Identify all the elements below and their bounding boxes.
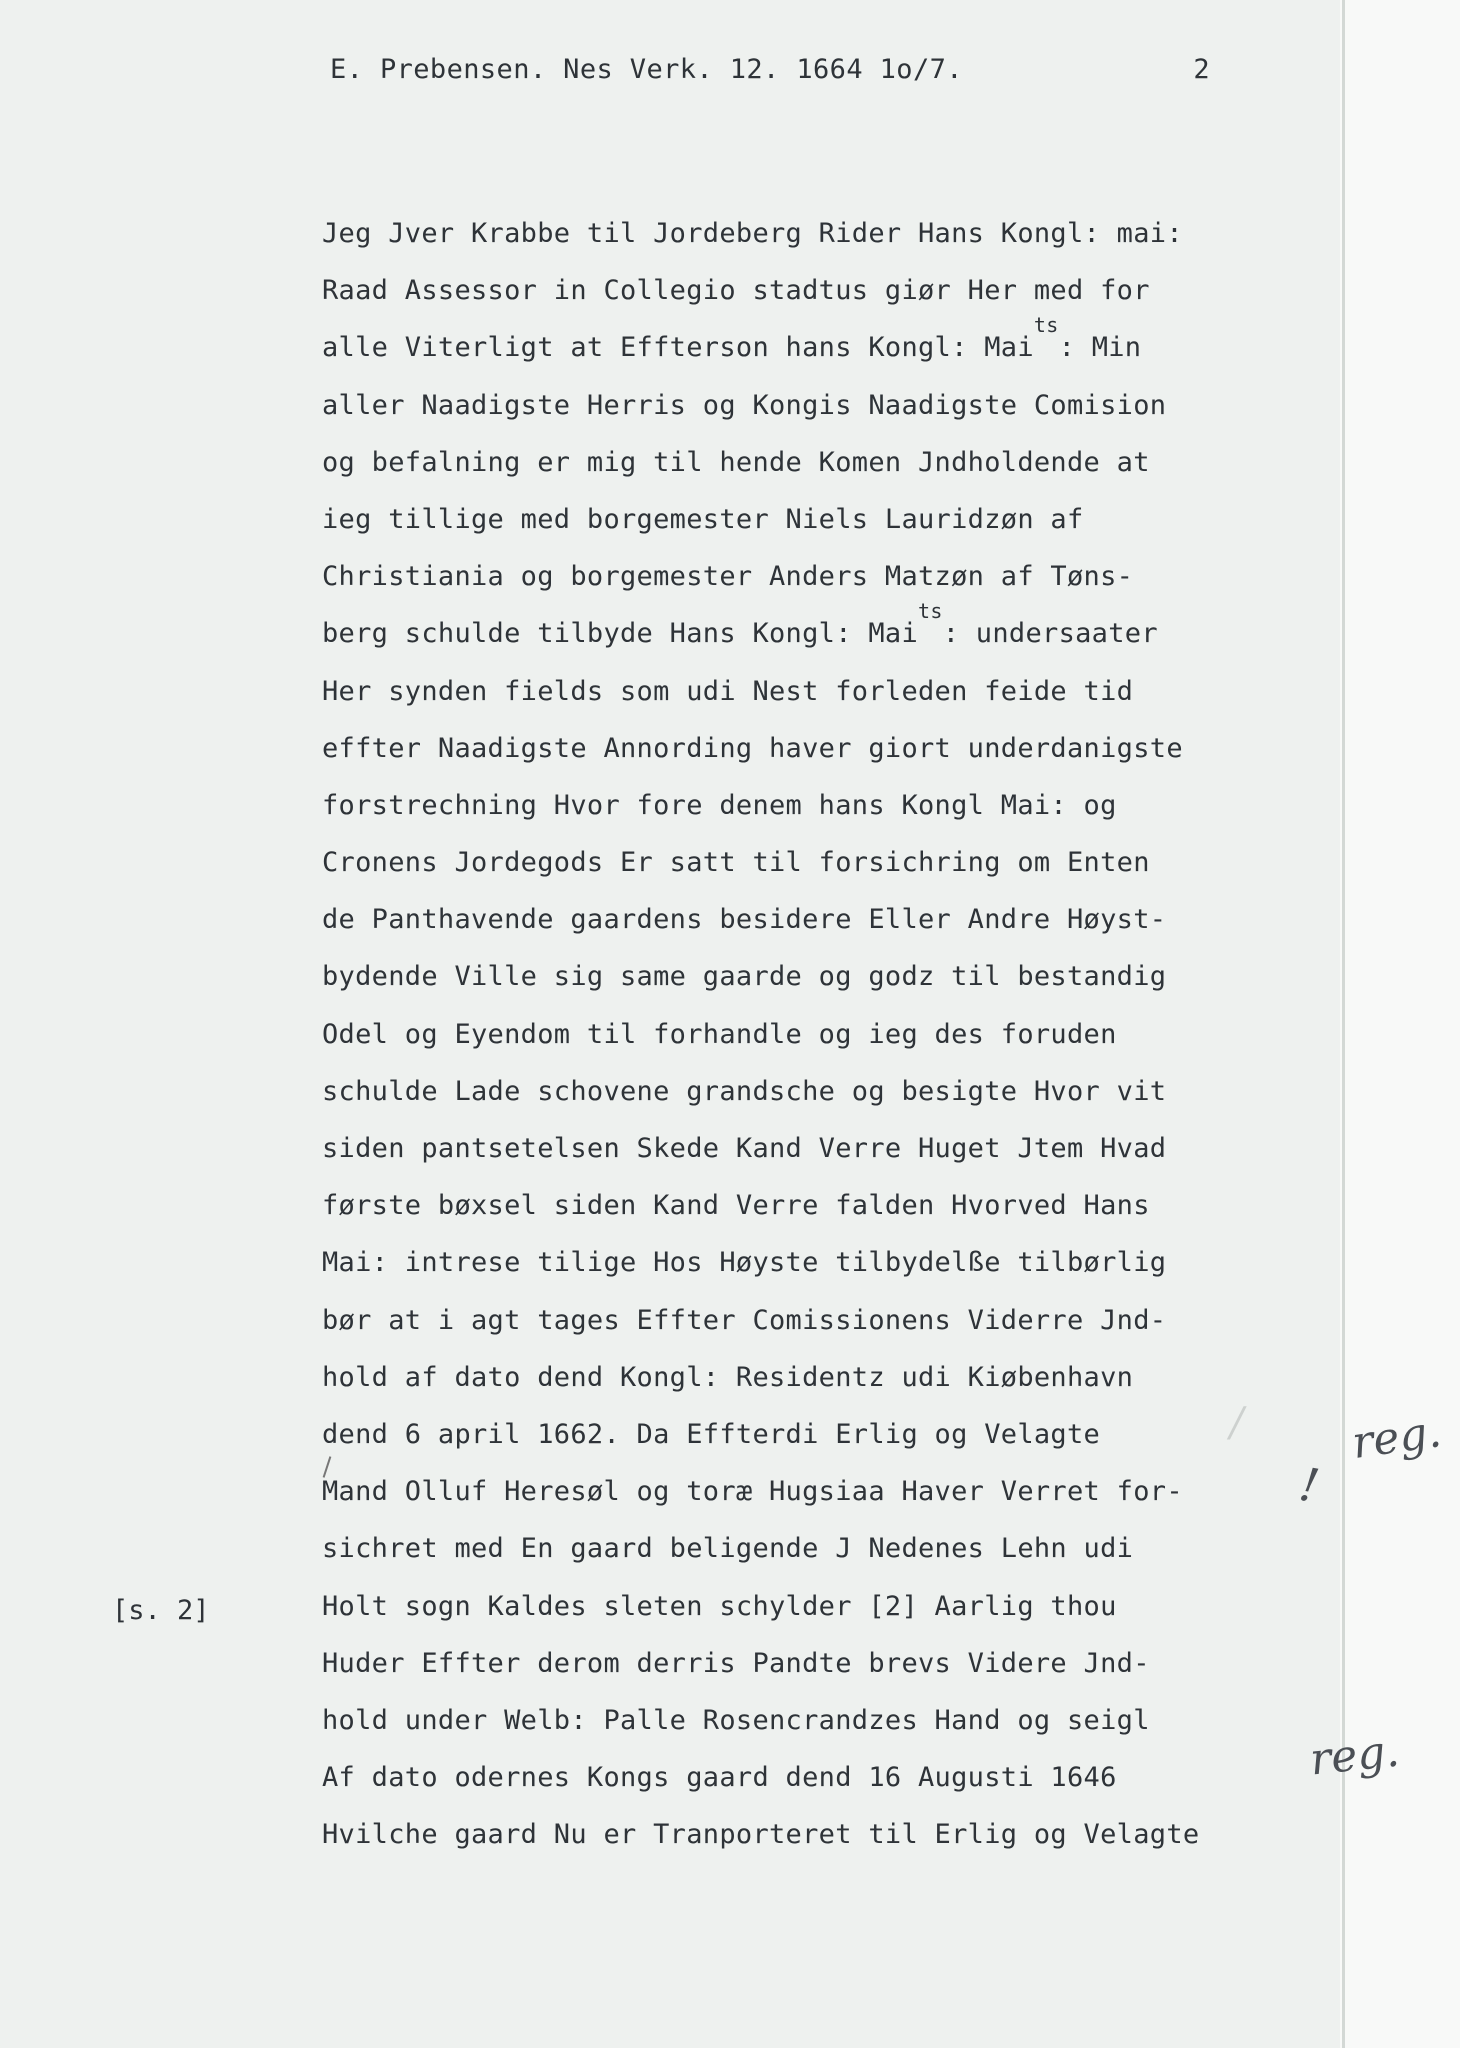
text-line: og befalning er mig til hende Komen Jndholdende at [322,446,1150,478]
text-line: Jeg Jver Krabbe til Jordeberg Rider Hans Kongl: mai: [322,218,1183,249]
page-header [330,54,1210,94]
text-line: aller Naadigste Herris og Kongis Naadigste Comision [322,389,1167,421]
text-line: Raad Assessor in Collegio stadtus giør Her med for [322,275,1150,307]
text-line: Af dato odernes Kongs gaard dend 16 Augusti 1646 [322,1762,1117,1794]
text-line: første bøxsel siden Kand Verre falden Hvorved Hans [322,1190,1150,1222]
text-line: Christiania og borgemester Anders Matzøn af Tøns- [322,561,1134,593]
text-line-part: : undersaater [942,618,1158,650]
text-line: Odel og Eyendom til forhandle og ieg des foruden [322,1018,1117,1050]
text-line [322,599,1222,662]
text-line [322,313,1222,376]
text-line: de Panthavende gaardens besidere Eller Andre Høyst- [322,904,1167,936]
text-line-part: alle Viterligt at Effterson hans Kongl: Mai [322,332,1034,364]
superscript-abbreviation: ts [1033,313,1059,338]
text-line: Mand Olluf Heresøl og toræ Hugsiaa Haver Verret for- [322,1476,1183,1508]
text-line: siden pantsetelsen Skede Kand Verre Huget Jtem Hvad [322,1133,1167,1164]
text-line: Her synden fields som udi Nest forleden feide tid [322,675,1134,707]
page-number: 2 [1193,54,1210,85]
text-line: effter Naadigste Annording haver giort underdanigste [322,732,1183,764]
text-line: Hvilche gaard Nu er Tranporteret til Erlig og Velagte [322,1819,1200,1851]
text-line: hold under Welb: Palle Rosencrandzes Hand og seigl [322,1704,1150,1736]
text-line: Cronens Jordegods Er satt til forsichring om Enten [322,847,1150,879]
text-line: forstrechning Hvor fore denem hans Kongl Mai: og [322,789,1117,821]
text-line: ieg tillige med borgemester Niels Lauridzøn af [322,503,1084,535]
transcription-body [322,205,1222,1863]
handwritten-reg-note-1: reg. [1348,1406,1445,1469]
text-line-part: berg schulde tilbyde Hans Kongl: Mai [322,618,918,650]
superscript-abbreviation: ts [918,599,943,624]
text-line: hold af dato dend Kongl: Residentz udi Kiøbenhavn [322,1361,1134,1393]
text-line: bør at i agt tages Effter Comissionens Viderre Jnd- [322,1304,1167,1336]
handwritten-reg-note-2: reg. [1307,1725,1402,1786]
text-line: bydende Ville sig same gaarde og godz til bestandig [322,961,1167,993]
handwritten-exclamation: ! [1295,1456,1324,1514]
margin-page-reference: [s. 2] [112,1595,210,1626]
text-line-part: : Min [1058,332,1142,364]
text-line: dend 6 april 1662. Da Effterdi Erlig og Velagte [322,1418,1101,1450]
text-line: schulde Lade schovene grandsche og besigte Hvor vit [322,1075,1167,1107]
text-line: Mai: intrese tilige Hos Høyste tilbydelße tilbørlig [322,1247,1167,1279]
header-text: E. Prebensen. Nes Verk. 12. 1664 1o/7. [330,54,963,85]
text-line: Holt sogn Kaldes sleten schylder [2] Aarlig thou [322,1590,1117,1622]
text-line: sichret med En gaard beligende J Nedenes Lehn udi [322,1533,1134,1565]
text-line: Huder Effter derom derris Pandte brevs Videre Jnd- [322,1647,1150,1679]
faint-pencil-mark: / [1230,1400,1244,1446]
